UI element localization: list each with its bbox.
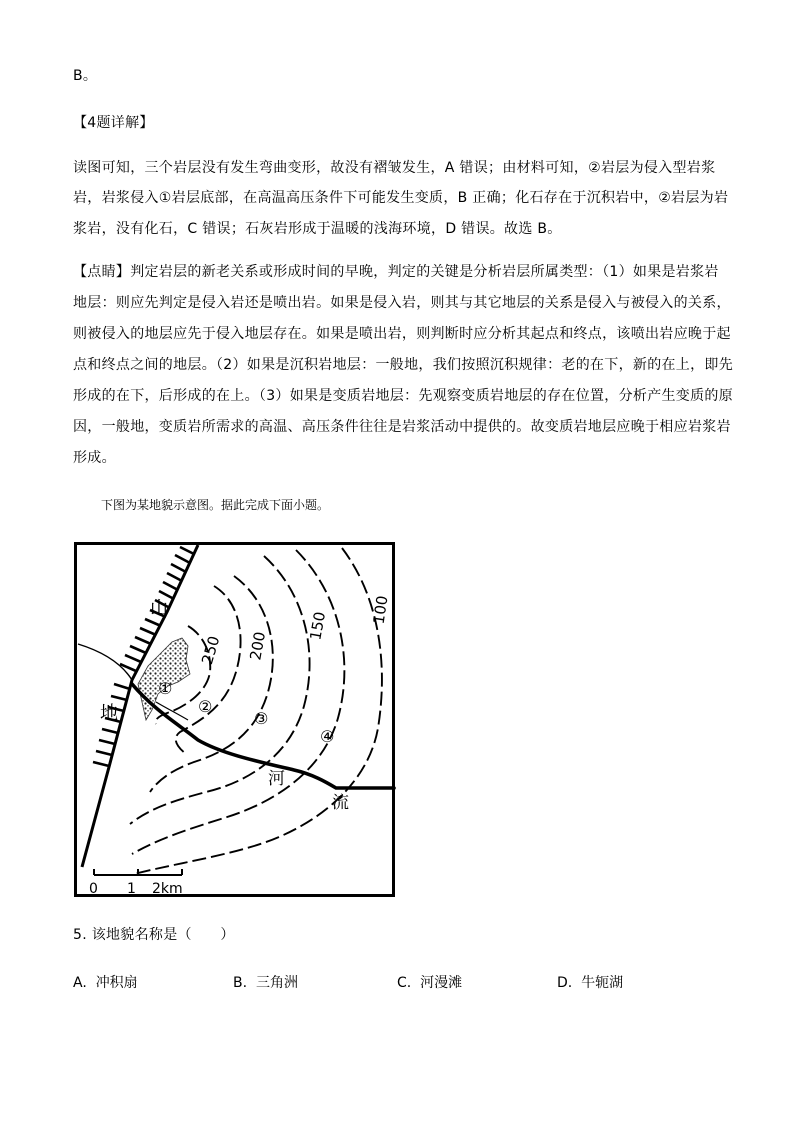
option-text: 牛轭湖 [581, 975, 624, 991]
river-label-2: 流 [332, 793, 349, 813]
option-d[interactable] [557, 972, 623, 992]
tip-line: 点和终点之间的地层。（2）如果是沉积岩地层：一般地，我们按照沉积规律：老的在下，新的在上，即先 [73, 357, 734, 373]
answer-tail: B。 [73, 68, 98, 84]
option-letter: B. [233, 975, 248, 991]
point-label-2: ② [198, 697, 213, 716]
mountain-label-1: 山 [150, 598, 168, 619]
option-b[interactable] [233, 972, 298, 992]
explanation-line: 岩，岩浆侵入①岩层底部，在高温高压条件下可能发生变质，B 正确；化石存在于沉积岩中，②岩层为岩 [73, 190, 729, 206]
tip-line: 形成。 [73, 450, 116, 466]
scale-tick-0: 0 [89, 881, 98, 897]
contour-label-200: 200 [246, 630, 270, 662]
map-frame [76, 544, 394, 896]
landform-map [74, 542, 396, 898]
option-c[interactable] [397, 972, 462, 992]
contour-label-250: 250 [198, 633, 224, 667]
point-label-3: ③ [254, 709, 269, 728]
option-letter: A. [73, 975, 87, 991]
explanation-line: 读图可知，三个岩层没有发生弯曲变形，故没有褶皱发生，A 错误；由材料可知，②岩层为侵入型岩浆 [73, 160, 716, 176]
contour-label-100: 100 [369, 594, 392, 626]
option-text: 冲积扇 [95, 975, 138, 991]
mountain-label-2: 地 [100, 703, 118, 724]
option-text: 河漫滩 [420, 975, 463, 991]
tip-line: 地层：则应先判定是侵入岩还是喷出岩。如果是侵入岩，则其与其它地层的关系是侵入与被侵入的关系， [73, 295, 731, 311]
question-text: 5. 该地貌名称是（ ） [73, 927, 235, 943]
option-a[interactable] [73, 972, 138, 992]
explanation-line: 浆岩，没有化石，C 错误；石灰岩形成于温暖的浅海环境，D 错误。故选 B。 [73, 221, 562, 237]
tip-line: 因，一般地，变质岩所需求的高温、高压条件往往是岩浆活动中提供的。故变质岩地层应晚于相应岩浆岩 [73, 419, 731, 435]
river-label-1: 河 [268, 769, 285, 789]
section-heading: 【4题详解】 [73, 115, 154, 131]
contour-label-150: 150 [306, 610, 330, 642]
point-label-4: ④ [320, 727, 335, 746]
tip-line: 形成的在下，后形成的在上。（3）如果是变质岩地层：先观察变质岩地层的存在位置，分析产生变质的原 [73, 388, 734, 404]
tip-line: 则被侵入的地层应先于侵入地层存在。如果是喷出岩，则判断时应分析其起点和终点，该喷出岩应晚于起 [73, 326, 731, 342]
option-letter: D. [557, 975, 573, 991]
point-label-1: ① [158, 679, 173, 698]
option-letter: C. [397, 975, 412, 991]
scale-tick-1: 1 [127, 881, 136, 897]
tip-line: 【点睛】判定岩层的新老关系或形成时间的早晚，判定的关键是分析岩层所属类型：（1）如果是岩浆岩 [73, 264, 719, 280]
figure-intro: 下图为某地貌示意图。据此完成下面小题。 [101, 498, 330, 512]
option-text: 三角洲 [255, 975, 298, 991]
scale-tick-2: 2km [152, 881, 183, 897]
